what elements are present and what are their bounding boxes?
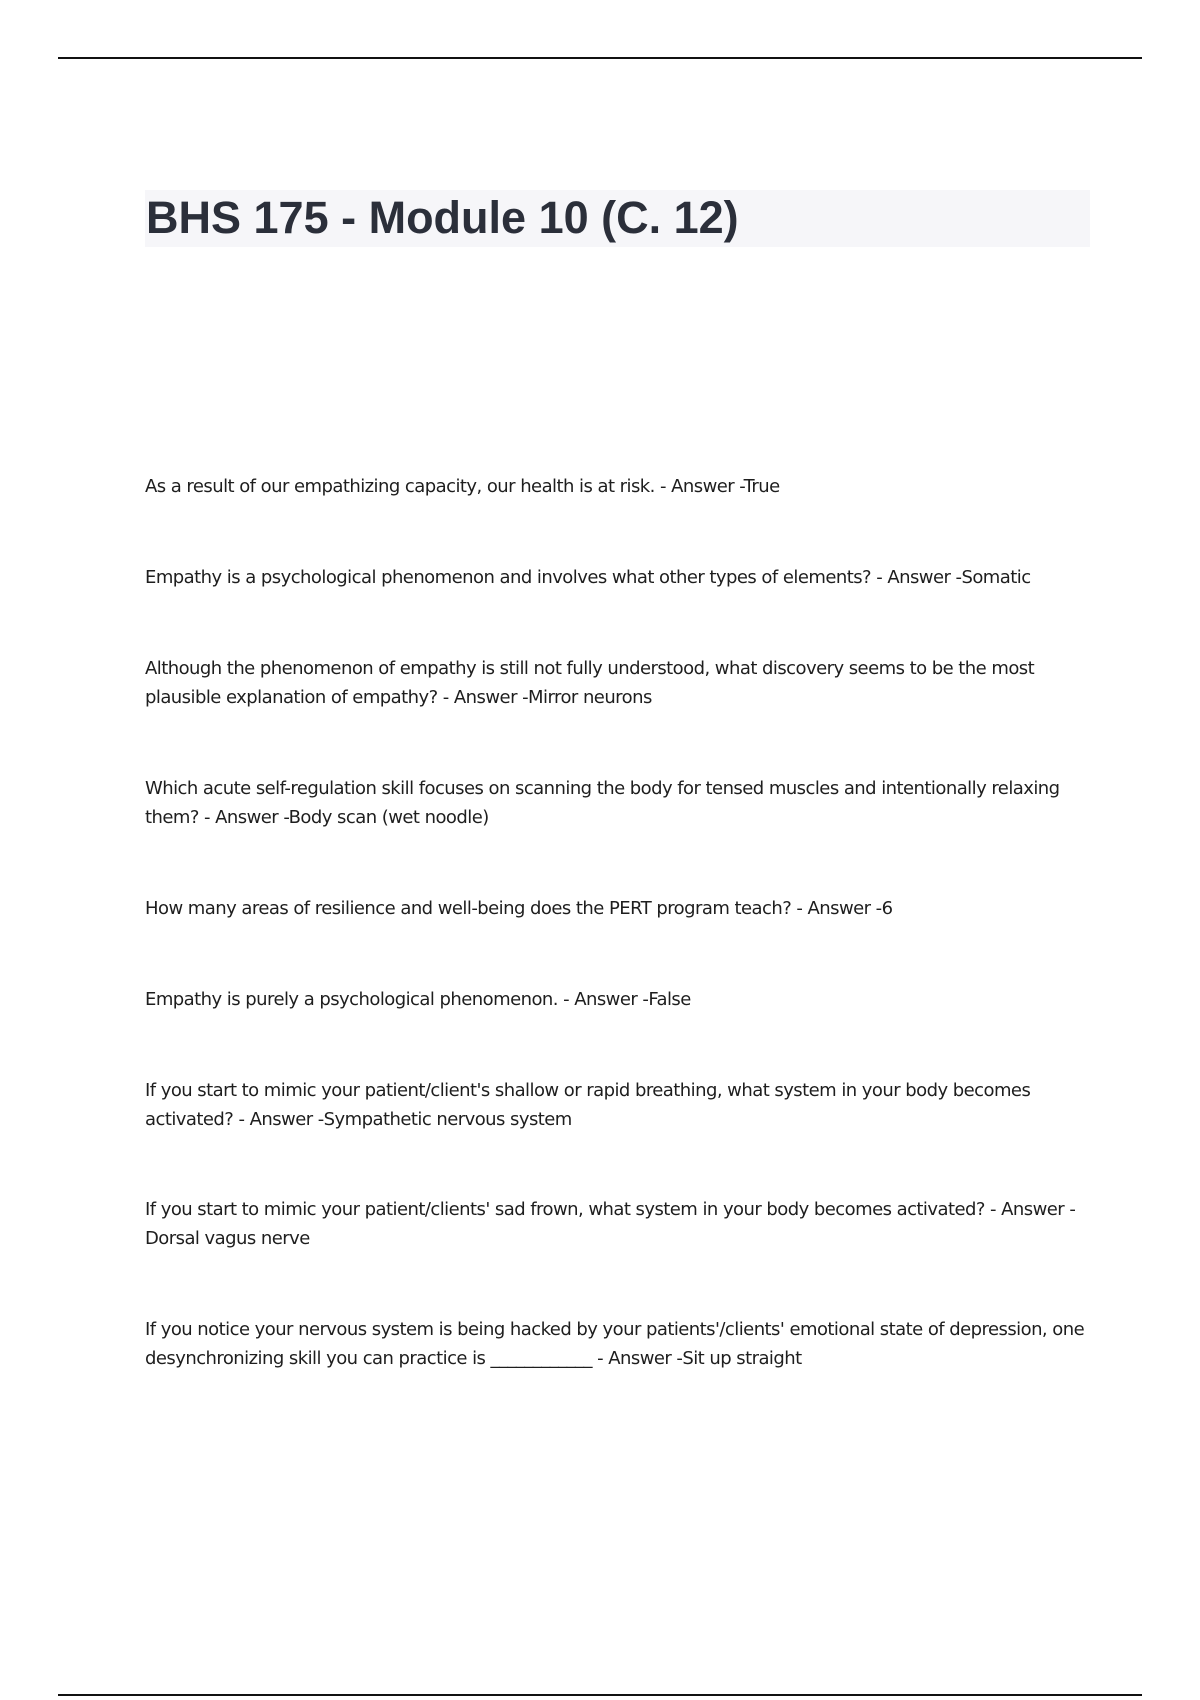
qa-item: If you start to mimic your patient/client's shallow or rapid breathing, what system in your body becomes activated? - Answer -Sympathetic nervous system xyxy=(145,1080,1031,1130)
qa-item: As a result of our empathizing capacity, our health is at risk. - Answer -True xyxy=(145,476,780,497)
qa-item: Empathy is purely a psychological phenomenon. - Answer -False xyxy=(145,989,691,1010)
qa-item: Empathy is a psychological phenomenon and involves what other types of elements? - Answer -Somatic xyxy=(145,567,1031,588)
page-title: BHS 175 - Module 10 (C. 12) xyxy=(146,192,739,243)
qa-item: If you start to mimic your patient/clients' sad frown, what system in your body becomes activated? - Answer -Dorsal vagus nerve xyxy=(145,1199,1076,1249)
qa-item: If you notice your nervous system is being hacked by your patients'/clients' emotional state of depression, one desynchronizing skill you can practice is ____________ - Answer -Sit up straight xyxy=(145,1319,1085,1369)
bottom-rule xyxy=(58,1694,1142,1696)
qa-item: How many areas of resilience and well-being does the PERT program teach? - Answer -6 xyxy=(145,898,893,919)
qa-item: Which acute self-regulation skill focuses on scanning the body for tensed muscles and intentionally relaxing them? - Answer -Body scan (wet noodle) xyxy=(145,778,1060,828)
top-rule xyxy=(58,57,1142,59)
qa-item: Although the phenomenon of empathy is still not fully understood, what discovery seems to be the most plausible explanation of empathy? - Answer -Mirror neurons xyxy=(145,658,1035,708)
